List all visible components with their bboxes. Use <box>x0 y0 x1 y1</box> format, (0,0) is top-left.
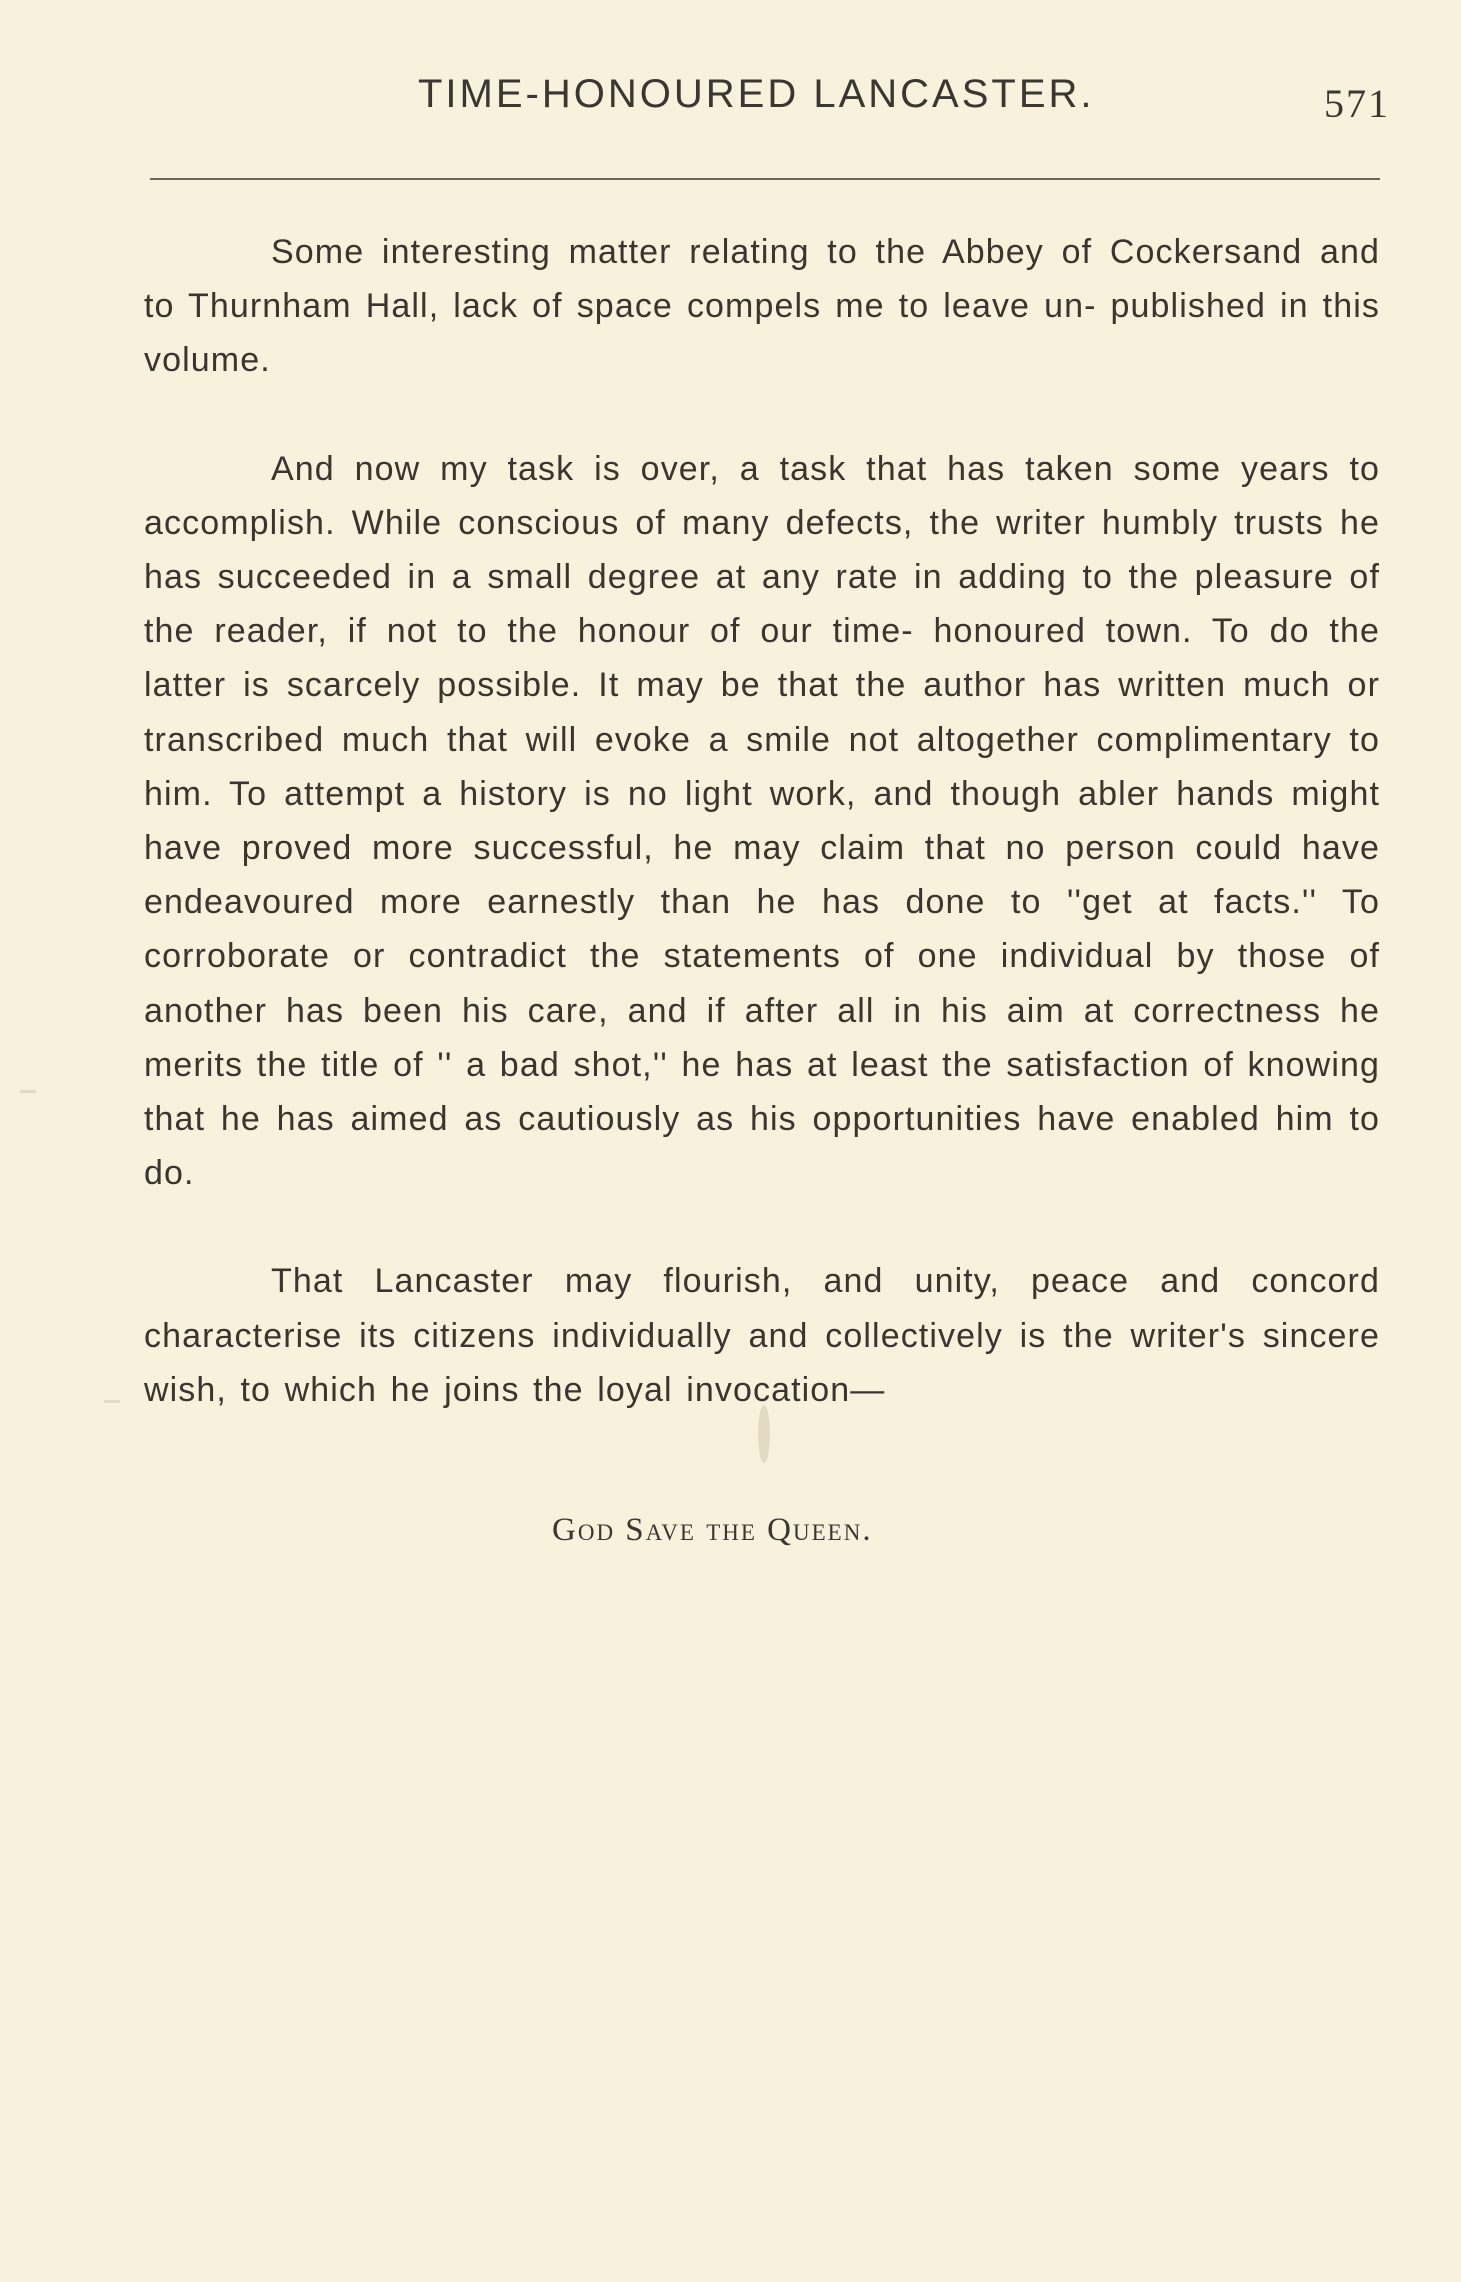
closing-invocation: God Save the Queen. <box>552 1512 873 1548</box>
paragraph-3: That Lancaster may flourish, and unity, peace and concord characterise its citizens individually and collectively is the writer's sincere wish, to which he joins the loyal invocation— <box>144 1262 1380 1409</box>
header-divider <box>150 178 1380 180</box>
running-head <box>150 72 1390 132</box>
paragraph-1: Some interesting matter relating to the Abbey of Cockersand and to Thurnham Hall, lack of space compels me to leave un- published in this volume. <box>144 233 1380 380</box>
paper-stain <box>758 1405 770 1463</box>
running-title: TIME-HONOURED LANCASTER. <box>418 72 1095 116</box>
paragraph-2: And now my task is over, a task that has taken some years to accomplish. While conscious of many defects, the writer humbly trusts he has succeeded in a small degree at any rate in adding to the pleasure of the reader, if not to the honour of our time- honoured town. To do the latter is scarcely possible. It may be that the author has written much or transcribed much that will evoke a smile not altogether complimentary to him. To attempt a history is no light work, and though abler hands might have proved more successful, he may claim that no person could have endeavoured more earnestly than he has done to ''get at facts.'' To corroborate or contradict the statements of one individual by those of another has been his care, and if after all in his aim at correctness he merits the title of '' a bad shot,'' he has at least the satisfaction of knowing that he has aimed as cautiously as his opportunities have enabled him to do. <box>144 449 1380 1193</box>
paper-speck <box>20 1090 36 1093</box>
body-text <box>144 225 1380 1417</box>
paper-speck <box>104 1400 120 1403</box>
page-number: 571 <box>1324 81 1390 126</box>
